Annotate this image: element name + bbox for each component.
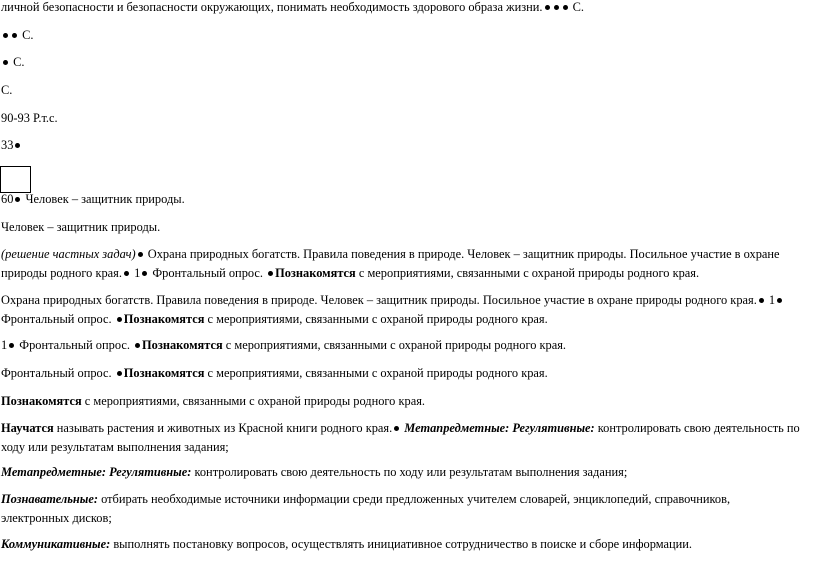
line-7-number: 60 [1, 192, 14, 206]
p1-text1: Охрана природных богатств. Правила поведения в природе. Человек – защитник природы. Посильное участие в охране природы родного края. [1, 247, 780, 280]
bullet-icon [3, 33, 8, 38]
text-line-5: 90-93 Р.т.с. [1, 111, 58, 125]
p4-bold: Познакомятся [123, 366, 205, 380]
bullet-icon [135, 343, 140, 348]
p1-text3: с мероприятиями, связанными с охраной природы родного края. [355, 266, 700, 280]
p9-text: выполнять постановку вопросов, осуществлять инициативное сотрудничество в поиске и сборе информации. [110, 537, 692, 551]
bullet-icon [759, 298, 764, 303]
empty-table-cell [0, 166, 31, 193]
paragraph-1 [1, 245, 801, 283]
bullet-icon [545, 5, 550, 10]
bullet-icon [124, 271, 129, 276]
p9-bold-italic: Коммуникативные: [1, 537, 111, 551]
bullet-icon [15, 197, 20, 202]
paragraph-9 [1, 536, 692, 553]
bullet-icon [554, 5, 559, 10]
p3-text2: Фронтальный опрос. [16, 338, 134, 352]
p3-bold: Познакомятся [142, 338, 223, 352]
bullet-icon [9, 343, 14, 348]
bullet-icon [3, 60, 8, 65]
p1-num: 1 [130, 266, 141, 280]
p3-text3: с мероприятиями, связанными с охраной природы родного края. [222, 338, 567, 352]
bullet-icon [142, 271, 147, 276]
p6-bold-italic: Метапредметные: Регулятивные: [401, 421, 595, 435]
text-line-7 [1, 191, 185, 208]
text-line-2 [1, 27, 33, 44]
p6-text1: называть растения и животных из Красной книги родного края. [53, 421, 393, 435]
line-1-text: личной безопасности и безопасности окружающих, понимать необходимость здорового образа жизни. [1, 0, 543, 14]
line-1-tail: С. [572, 0, 584, 14]
p2-text2: Фронтальный опрос. [1, 312, 115, 326]
p4-text2: Фронтальный опрос. [1, 366, 115, 380]
p2-text1: Охрана природных богатств. Правила поведения в природе. Человек – защитник природы. Посильное участие в охране природы родного края. [1, 293, 757, 307]
paragraph-4 [1, 365, 548, 382]
bullet-icon [15, 143, 20, 148]
paragraph-2 [1, 291, 801, 329]
p8-text: отбирать необходимые источники информации среди предложенных учителем словарей, энциклопедий, справочников, электронных дисков; [1, 492, 731, 525]
paragraph-7 [1, 464, 627, 481]
bullet-icon [138, 252, 143, 257]
bullet-icon [117, 317, 122, 322]
bullet-icon [117, 371, 122, 376]
bullet-icon [12, 33, 17, 38]
text-line-4: С. [1, 83, 13, 97]
p5-text3: с мероприятиями, связанными с охраной природы родного края. [81, 394, 425, 408]
p2-bold: Познакомятся [123, 312, 205, 326]
paragraph-5 [1, 393, 425, 410]
text-line-6 [1, 137, 22, 154]
line-7-text: Человек – защитник природы. [25, 192, 185, 206]
p4-text3: с мероприятиями, связанными с охраной природы родного края. [204, 366, 548, 380]
bullet-icon [394, 426, 399, 431]
line-3-tail: С. [13, 55, 25, 69]
line-2-tail: С. [22, 28, 34, 42]
p1-text2: Фронтальный опрос. [149, 266, 267, 280]
line-6-number: 33 [1, 138, 14, 152]
p5-bold: Познакомятся [1, 394, 82, 408]
p1-italic: (решение частных задач) [1, 247, 136, 261]
p8-bold-italic: Познавательные: [1, 492, 99, 506]
p2-text3: с мероприятиями, связанными с охраной природы родного края. [204, 312, 548, 326]
text-line-3 [1, 54, 24, 71]
p1-bold: Познакомятся [275, 266, 356, 280]
p7-bold-italic: Метапредметные: Регулятивные: [1, 465, 192, 479]
p3-num: 1 [1, 338, 8, 352]
p2-num: 1 [765, 293, 776, 307]
paragraph-8 [1, 490, 801, 528]
p6-bold: Научатся [1, 421, 54, 435]
bullet-icon [777, 298, 782, 303]
text-line-1 [1, 0, 584, 16]
bullet-icon [563, 5, 568, 10]
p6-text2: контролировать свою деятельность по ходу или результатам выполнения задания; [1, 421, 800, 454]
bullet-icon [268, 271, 273, 276]
p7-text: контролировать свою деятельность по ходу или результатам выполнения задания; [191, 465, 628, 479]
paragraph-3 [1, 337, 566, 354]
paragraph-6 [1, 419, 801, 457]
text-line-8: Человек – защитник природы. [1, 220, 161, 234]
